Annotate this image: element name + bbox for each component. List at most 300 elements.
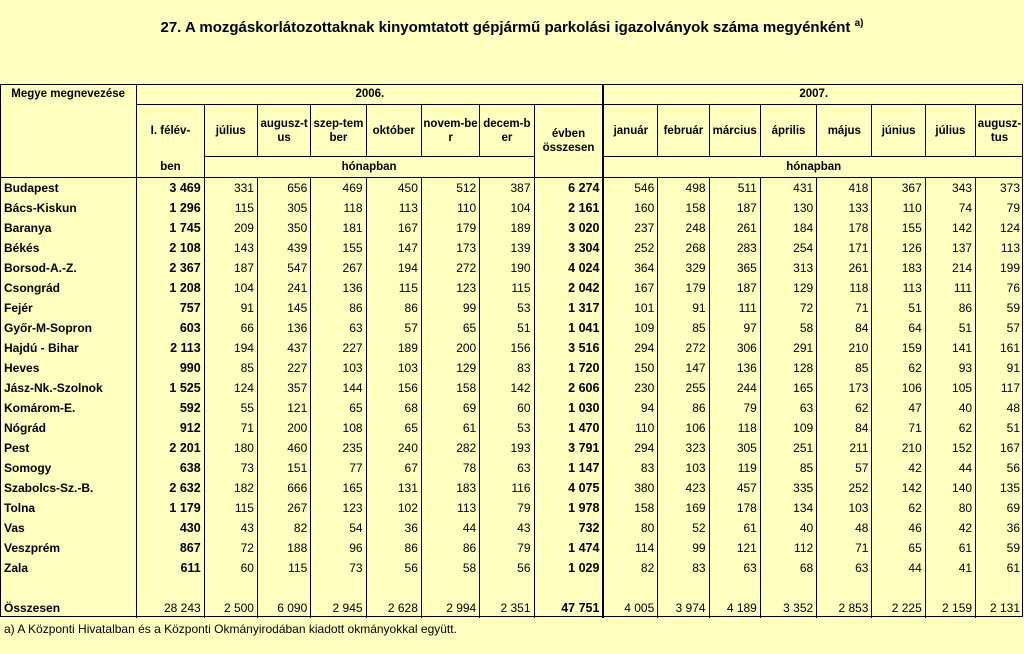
table-row (0, 398, 1023, 418)
month-2007-value: 51 (976, 418, 1023, 438)
month-2007-value: 40 (760, 518, 816, 538)
month-2007-value: 134 (760, 498, 816, 518)
month-2006-value: 547 (257, 258, 310, 278)
month-2007-value: 136 (709, 358, 760, 378)
county-name: Pest (4, 441, 30, 455)
month-2007-value: 171 (817, 238, 872, 258)
month-2006-value: 156 (366, 378, 421, 398)
month-2007-value: 178 (709, 498, 760, 518)
month-2007-value: 184 (760, 218, 816, 238)
county-name: Csongrád (4, 281, 61, 295)
month-2007-value: 97 (709, 318, 760, 338)
month-2007-value: 272 (658, 338, 709, 358)
month-2007-value: 63 (817, 558, 872, 578)
half-year-value: 28 243 (137, 578, 204, 618)
month-2007-value: 121 (709, 538, 760, 558)
month-2006-value: 63 (480, 458, 534, 478)
month-2007-value: 58 (760, 318, 816, 338)
month-2006-value: 267 (311, 258, 366, 278)
month-2007-value: 59 (976, 298, 1023, 318)
month-2006-value: 108 (311, 418, 366, 438)
county-name: Békés (4, 241, 40, 255)
month-2006-value: 267 (257, 498, 310, 518)
month-2007-value: 51 (872, 298, 925, 318)
county-name: Borsod-A.-Z. (4, 261, 77, 275)
half-year-value: 757 (137, 298, 204, 318)
month-2006-value: 240 (366, 438, 421, 458)
month-2007-value: 103 (817, 498, 872, 518)
month-2007-value: 76 (976, 278, 1023, 298)
month-2007-value: 110 (603, 418, 657, 438)
month-2007-value: 211 (817, 438, 872, 458)
month-2007-value: 79 (976, 198, 1023, 218)
month-2007-value: 101 (603, 298, 657, 318)
table-row (0, 518, 1023, 538)
month-2006-value: 78 (421, 458, 479, 478)
month-2006-value: 56 (480, 558, 534, 578)
month-2007-value: 141 (925, 338, 975, 358)
month-2007-header: március (709, 105, 760, 157)
month-2006-value: 71 (204, 418, 257, 438)
month-2007-value: 137 (925, 238, 975, 258)
month-2007-value: 85 (760, 458, 816, 478)
half-year-value: 603 (137, 318, 204, 338)
month-2007-value: 118 (817, 278, 872, 298)
month-2007-value: 268 (658, 238, 709, 258)
month-2006-value: 77 (311, 458, 366, 478)
month-2006-value: 437 (257, 338, 310, 358)
month-2006-value: 123 (421, 278, 479, 298)
month-2006-value: 53 (480, 418, 534, 438)
month-2006-value: 72 (204, 538, 257, 558)
county-name: Veszprém (4, 541, 61, 555)
year-total-value: 47 751 (534, 578, 603, 618)
year-total-value: 732 (534, 518, 603, 538)
county-name: Baranya (4, 221, 52, 235)
month-2007-header: május (817, 105, 872, 157)
month-2007-value: 2 159 (925, 578, 975, 618)
year-total-value: 4 075 (534, 478, 603, 498)
table-row (0, 438, 1023, 458)
month-2007-value: 91 (658, 298, 709, 318)
header-row-months (0, 105, 1023, 157)
month-2006-value: 102 (366, 498, 421, 518)
half-year-value: 611 (137, 558, 204, 578)
month-2006-value: 83 (480, 358, 534, 378)
month-2006-value: 129 (421, 358, 479, 378)
year-total-value: 1 474 (534, 538, 603, 558)
county-name: Hajdú - Bihar (4, 341, 79, 355)
month-2007-value: 160 (603, 198, 657, 218)
month-2006-value: 63 (311, 318, 366, 338)
county-name: Nógrád (4, 421, 46, 435)
month-2006-value: 60 (480, 398, 534, 418)
month-2006-header: október (366, 105, 421, 157)
table-row (0, 558, 1023, 578)
month-2007-value: 85 (817, 358, 872, 378)
table-row (0, 278, 1023, 298)
month-2007-value: 210 (872, 438, 925, 458)
month-2006-value: 43 (204, 518, 257, 538)
table-row (0, 378, 1023, 398)
month-2006-value: 115 (257, 558, 310, 578)
month-2007-value: 335 (760, 478, 816, 498)
year-total-value: 6 274 (534, 178, 603, 199)
month-2006-value: 65 (311, 398, 366, 418)
month-2007-value: 251 (760, 438, 816, 458)
month-2007-value: 305 (709, 438, 760, 458)
month-2007-value: 103 (658, 458, 709, 478)
month-2007-value: 457 (709, 478, 760, 498)
month-2007-value: 313 (760, 258, 816, 278)
county-name: Jász-Nk.-Szolnok (4, 381, 103, 395)
month-2006-value: 116 (480, 478, 534, 498)
half-year-header: I. félév- (137, 105, 204, 157)
county-name: Vas (4, 521, 25, 535)
month-2007-value: 365 (709, 258, 760, 278)
month-2006-value: 460 (257, 438, 310, 458)
month-2007-value: 99 (658, 538, 709, 558)
month-2007-value: 158 (658, 198, 709, 218)
month-2006-value: 131 (366, 478, 421, 498)
month-2006-value: 115 (480, 278, 534, 298)
month-2007-value: 44 (925, 458, 975, 478)
month-2007-value: 2 853 (817, 578, 872, 618)
table-row (0, 238, 1023, 258)
year-total-value: 2 606 (534, 378, 603, 398)
month-2006-value: 65 (366, 418, 421, 438)
month-2007-value: 71 (817, 538, 872, 558)
month-2007-value: 74 (925, 198, 975, 218)
month-2006-header: novem-ber (421, 105, 479, 157)
month-2006-value: 6 090 (257, 578, 310, 618)
month-2006-value: 57 (366, 318, 421, 338)
half-year-value: 430 (137, 518, 204, 538)
year-total-value: 1 147 (534, 458, 603, 478)
month-2007-value: 210 (817, 338, 872, 358)
month-2006-value: 305 (257, 198, 310, 218)
footnote: a) A Központi Hivatalban és a Központi Okmányirodában kiadott okmányokkal együtt. (4, 622, 457, 636)
table-row (0, 358, 1023, 378)
county-name: Somogy (4, 461, 52, 475)
month-2006-value: 85 (204, 358, 257, 378)
year-total-value: 3 304 (534, 238, 603, 258)
month-2007-value: 4 005 (603, 578, 657, 618)
month-2006-value: 66 (204, 318, 257, 338)
month-2007-value: 306 (709, 338, 760, 358)
month-2007-value: 65 (872, 538, 925, 558)
month-2006-value: 96 (311, 538, 366, 558)
month-2007-value: 130 (760, 198, 816, 218)
half-year-value: 1 208 (137, 278, 204, 298)
month-2007-value: 71 (817, 298, 872, 318)
month-2007-value: 83 (658, 558, 709, 578)
month-2006-value: 86 (366, 538, 421, 558)
year-total-value: 1 317 (534, 298, 603, 318)
month-2006-value: 167 (366, 218, 421, 238)
month-2007-value: 294 (603, 438, 657, 458)
month-2006-value: 54 (311, 518, 366, 538)
month-2006-value: 91 (204, 298, 257, 318)
month-2007-value: 80 (925, 498, 975, 518)
month-2007-value: 117 (976, 378, 1023, 398)
month-2007-value: 42 (872, 458, 925, 478)
month-2007-value: 255 (658, 378, 709, 398)
month-2007-value: 57 (817, 458, 872, 478)
month-2007-value: 4 189 (709, 578, 760, 618)
month-2006-value: 44 (421, 518, 479, 538)
month-2007-value: 373 (976, 178, 1023, 199)
half-year-value: 990 (137, 358, 204, 378)
month-2007-value: 91 (976, 358, 1023, 378)
month-2006-value: 115 (366, 278, 421, 298)
header-row-units (0, 157, 1023, 178)
month-2007-value: 244 (709, 378, 760, 398)
month-2006-value: 272 (421, 258, 479, 278)
month-2006-value: 73 (204, 458, 257, 478)
month-2007-value: 380 (603, 478, 657, 498)
month-2006-value: 67 (366, 458, 421, 478)
month-2007-value: 59 (976, 538, 1023, 558)
month-2006-value: 2 351 (480, 578, 534, 618)
month-2007-header: június (872, 105, 925, 157)
half-year-value: 592 (137, 398, 204, 418)
month-2006-value: 86 (311, 298, 366, 318)
half-year-value: 1 525 (137, 378, 204, 398)
month-2007-value: 511 (709, 178, 760, 199)
month-2006-value: 139 (480, 238, 534, 258)
month-2007-value: 294 (603, 338, 657, 358)
month-2006-value: 357 (257, 378, 310, 398)
month-2007-value: 214 (925, 258, 975, 278)
title-note: a) (854, 18, 864, 29)
month-2006-value: 79 (480, 498, 534, 518)
month-2007-value: 86 (925, 298, 975, 318)
month-2007-value: 51 (925, 318, 975, 338)
month-2006-value: 61 (421, 418, 479, 438)
month-2007-value: 291 (760, 338, 816, 358)
month-2006-value: 118 (311, 198, 366, 218)
month-2007-value: 44 (872, 558, 925, 578)
month-2006-value: 2 628 (366, 578, 421, 618)
month-2007-value: 48 (817, 518, 872, 538)
table-row (0, 498, 1023, 518)
half-year-suffix: ben (137, 157, 204, 178)
month-2006-value: 165 (311, 478, 366, 498)
month-2007-value: 323 (658, 438, 709, 458)
year-total-value: 2 161 (534, 198, 603, 218)
table-row (0, 478, 1023, 498)
month-2007-value: 40 (925, 398, 975, 418)
month-2007-value: 423 (658, 478, 709, 498)
month-2007-value: 62 (925, 418, 975, 438)
month-2007-value: 52 (658, 518, 709, 538)
month-2007-value: 2 131 (976, 578, 1023, 618)
month-2007-value: 173 (817, 378, 872, 398)
year-total-value: 2 042 (534, 278, 603, 298)
month-2007-header: augusz-tus (976, 105, 1023, 157)
month-2007-value: 42 (925, 518, 975, 538)
month-2006-value: 110 (421, 198, 479, 218)
month-2006-value: 235 (311, 438, 366, 458)
month-2007-value: 165 (760, 378, 816, 398)
county-name: Fejér (4, 301, 33, 315)
month-2006-value: 123 (311, 498, 366, 518)
month-2006-value: 183 (421, 478, 479, 498)
half-year-value: 2 367 (137, 258, 204, 278)
month-2007-value: 111 (709, 298, 760, 318)
month-2007-value: 129 (760, 278, 816, 298)
month-2006-value: 209 (204, 218, 257, 238)
year-total-value: 3 791 (534, 438, 603, 458)
month-2006-value: 86 (421, 538, 479, 558)
month-2006-value: 173 (421, 238, 479, 258)
month-2006-value: 99 (421, 298, 479, 318)
month-2006-value: 60 (204, 558, 257, 578)
month-2007-value: 187 (709, 198, 760, 218)
month-2007-value: 83 (603, 458, 657, 478)
month-2007-value: 367 (872, 178, 925, 199)
month-2007-value: 150 (603, 358, 657, 378)
month-2007-value: 79 (709, 398, 760, 418)
table-row (0, 198, 1023, 218)
month-2007-value: 167 (976, 438, 1023, 458)
month-2006-value: 200 (421, 338, 479, 358)
month-2007-value: 261 (709, 218, 760, 238)
month-2007-value: 109 (760, 418, 816, 438)
month-2007-value: 124 (976, 218, 1023, 238)
half-year-value: 867 (137, 538, 204, 558)
month-2007-value: 147 (658, 358, 709, 378)
month-2006-header: decem-ber (480, 105, 534, 157)
county-name: Zala (4, 561, 29, 575)
year-total-value: 3 020 (534, 218, 603, 238)
month-2007-value: 161 (976, 338, 1023, 358)
month-2006-value: 227 (311, 338, 366, 358)
month-2007-value: 159 (872, 338, 925, 358)
month-2006-header: augusz-tus (257, 105, 310, 157)
month-2007-value: 418 (817, 178, 872, 199)
month-2007-value: 48 (976, 398, 1023, 418)
month-2006-value: 36 (366, 518, 421, 538)
county-name: Budapest (4, 181, 59, 195)
half-year-value: 638 (137, 458, 204, 478)
month-2007-value: 47 (872, 398, 925, 418)
table-row (0, 538, 1023, 558)
month-2007-value: 72 (760, 298, 816, 318)
month-2006-value: 121 (257, 398, 310, 418)
month-2006-value: 2 500 (204, 578, 257, 618)
county-name: Győr-M-Sopron (4, 321, 92, 335)
half-year-value: 2 201 (137, 438, 204, 458)
month-2006-value: 82 (257, 518, 310, 538)
month-2006-value: 181 (311, 218, 366, 238)
month-2006-value: 2 945 (311, 578, 366, 618)
month-2006-value: 180 (204, 438, 257, 458)
month-2006-header: július (204, 105, 257, 157)
month-2006-value: 73 (311, 558, 366, 578)
month-2007-value: 71 (872, 418, 925, 438)
month-2006-value: 450 (366, 178, 421, 199)
month-2006-value: 194 (204, 338, 257, 358)
month-2007-value: 80 (603, 518, 657, 538)
half-year-value: 1 179 (137, 498, 204, 518)
month-2007-value: 178 (817, 218, 872, 238)
month-2006-value: 182 (204, 478, 257, 498)
month-2007-value: 261 (817, 258, 872, 278)
month-2007-value: 343 (925, 178, 975, 199)
month-2006-value: 2 994 (421, 578, 479, 618)
county-name: Heves (4, 361, 40, 375)
county-name: Komárom-E. (4, 401, 76, 415)
month-2007-value: 364 (603, 258, 657, 278)
month-2007-value: 61 (976, 558, 1023, 578)
month-2006-value: 43 (480, 518, 534, 538)
month-2007-value: 329 (658, 258, 709, 278)
month-2007-value: 3 352 (760, 578, 816, 618)
month-2007-value: 142 (925, 218, 975, 238)
year-total-value: 1 041 (534, 318, 603, 338)
half-year-value: 2 632 (137, 478, 204, 498)
month-2006-value: 65 (421, 318, 479, 338)
month-2007-value: 155 (872, 218, 925, 238)
month-2007-value: 126 (872, 238, 925, 258)
table-row (0, 178, 1023, 199)
month-2006-value: 136 (311, 278, 366, 298)
month-2007-value: 135 (976, 478, 1023, 498)
month-2007-value: 85 (658, 318, 709, 338)
month-2006-value: 151 (257, 458, 310, 478)
month-2007-value: 431 (760, 178, 816, 199)
total-row (0, 578, 1023, 618)
month-2006-value: 190 (480, 258, 534, 278)
month-2006-value: 282 (421, 438, 479, 458)
month-2007-value: 252 (817, 478, 872, 498)
month-2007-value: 254 (760, 238, 816, 258)
month-2007-value: 112 (760, 538, 816, 558)
month-2007-header: július (925, 105, 975, 157)
month-2006-value: 189 (480, 218, 534, 238)
month-2006-value: 124 (204, 378, 257, 398)
month-2007-value: 105 (925, 378, 975, 398)
table-row (0, 418, 1023, 438)
month-2007-value: 119 (709, 458, 760, 478)
month-2007-value: 167 (603, 278, 657, 298)
month-2007-value: 498 (658, 178, 709, 199)
month-2007-value: 113 (976, 238, 1023, 258)
month-2007-value: 64 (872, 318, 925, 338)
month-2007-value: 152 (925, 438, 975, 458)
year-total-value: 1 720 (534, 358, 603, 378)
table-row (0, 338, 1023, 358)
month-2007-value: 158 (603, 498, 657, 518)
year-total-header: évben összesen (534, 105, 603, 178)
month-2006-value: 69 (421, 398, 479, 418)
month-2007-value: 237 (603, 218, 657, 238)
month-2007-value: 113 (872, 278, 925, 298)
month-2007-value: 68 (760, 558, 816, 578)
month-2006-value: 103 (311, 358, 366, 378)
month-2007-value: 84 (817, 318, 872, 338)
month-2007-value: 118 (709, 418, 760, 438)
year-total-value: 1 030 (534, 398, 603, 418)
county-name: Tolna (4, 501, 36, 515)
month-2006-value: 331 (204, 178, 257, 199)
month-2007-value: 41 (925, 558, 975, 578)
month-2006-value: 136 (257, 318, 310, 338)
county-header: Megye megnevezése (0, 84, 137, 178)
month-2007-header: április (760, 105, 816, 157)
